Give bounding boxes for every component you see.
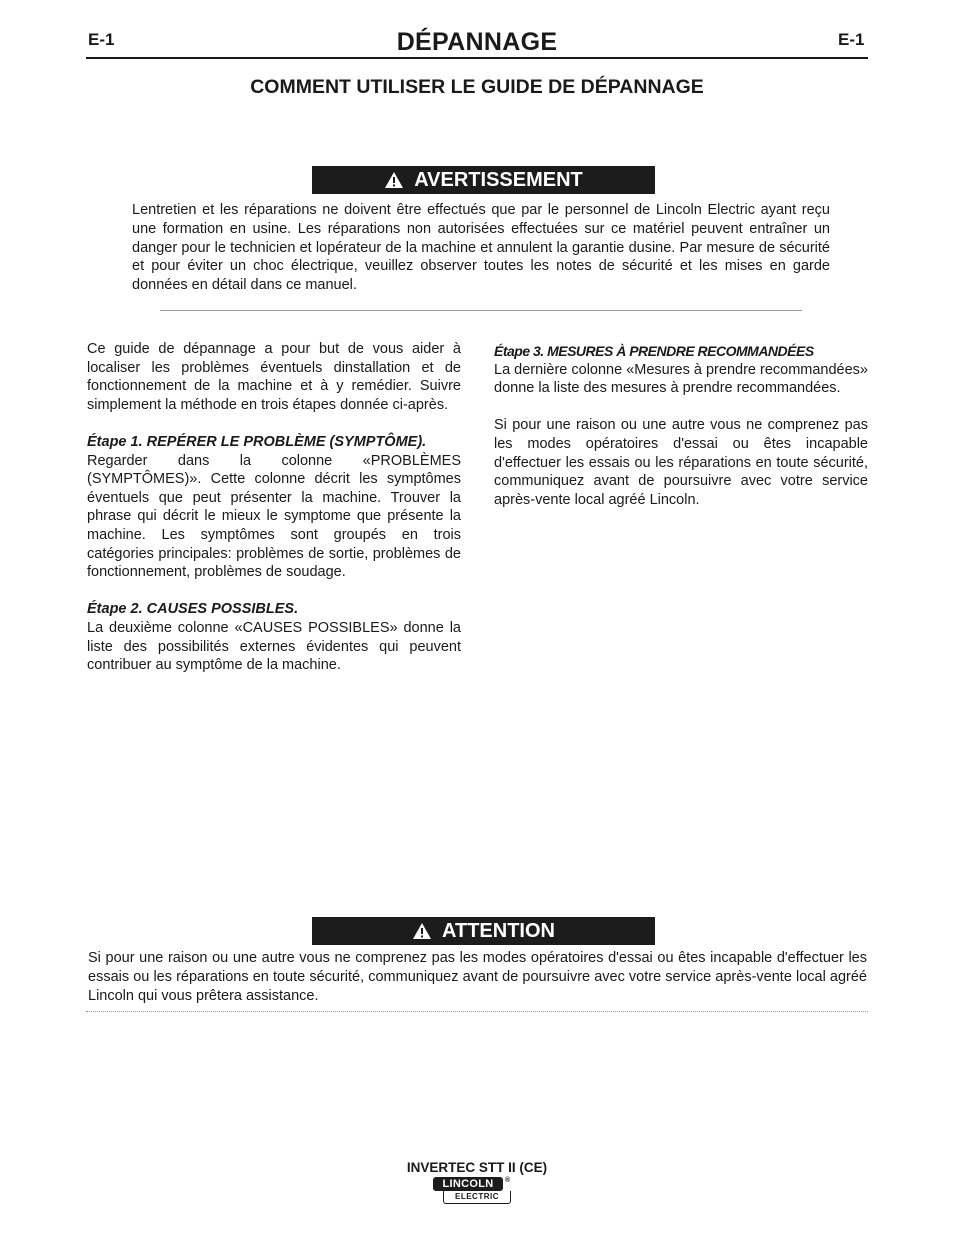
step2-heading: Étape 2. CAUSES POSSIBLES. xyxy=(87,601,299,618)
attention-label: ATTENTION xyxy=(442,919,555,942)
page-title: DÉPANNAGE xyxy=(396,28,558,56)
warning-label: AVERTISSEMENT xyxy=(414,168,583,191)
logo-top-text: LINCOLN xyxy=(433,1177,503,1191)
warning-text: Lentretien et les réparations ne doivent être effectués que par le personnel de Lincoln Electric ayant reçu une formation en usine. Les réparations non autorisées effectuées sur ce matériel peuvent entraîner un danger pour le technicien et lopérateur de la machine et annulent la garantie dusine. Par mesure de sécurité et pour éviter un choc électrique, veuillez observer toutes les notes de sécurité et les mises en garde données en détail dans ce manuel. xyxy=(132,202,830,294)
intro-paragraph: Ce guide de dépannage a pour but de vous aider à localiser les problèmes éventuels dinstallation et de fonctionnement de la machine et à y remédier. Suivre simplement la méthode en trois étapes donnée ci-après. xyxy=(87,341,461,413)
warning-triangle-icon xyxy=(412,922,432,940)
warning-triangle-icon xyxy=(384,171,404,189)
header-rule xyxy=(86,57,868,59)
step3-body: La dernière colonne «Mesures à prendre recommandées» donne la liste des mesures à prendre recommandées. xyxy=(494,361,868,397)
step2-block xyxy=(87,600,461,674)
left-column xyxy=(87,340,461,693)
attention-divider xyxy=(86,1011,868,1012)
service-note: Si pour une raison ou une autre vous ne comprenez pas les modes opératoires d'essai ou êtes incapable d'effectuer les essais ou les réparations en toute sécurité, communiquez avant de poursuivre avec votre service après-vente local agréé Lincoln. xyxy=(494,417,868,508)
right-column xyxy=(494,342,868,528)
attention-banner xyxy=(312,917,655,945)
footer-model-name: INVERTEC STT II (CE) xyxy=(406,1160,548,1175)
step3-block xyxy=(494,342,868,398)
step1-body: Regarder dans la colonne «PROBLÈMES (SYMPTÔMES)». Cette colonne décrit les symptômes éventuels que peut présenter la machine. Trouver la phrase qui décrit le mieux le symptome que présente la machine. Les symptômes sont groupés en trois catégories principales: problèmes de sortie, problèmes de fonctionnement, problèmes de soudage. xyxy=(87,452,461,581)
warning-banner xyxy=(312,166,655,194)
logo-registered-mark: ® xyxy=(505,1177,511,1184)
lincoln-electric-logo xyxy=(433,1177,511,1204)
warning-divider xyxy=(160,310,802,311)
step1-heading: Étape 1. REPÉRER LE PROBLÈME (SYMPTÔME). xyxy=(87,433,427,450)
section-subtitle: COMMENT UTILISER LE GUIDE DE DÉPANNAGE xyxy=(250,76,704,98)
step1-block xyxy=(87,433,461,582)
step3-heading: Étape 3. MESURES À PRENDRE RECOMMANDÉES xyxy=(494,343,814,359)
step2-body: La deuxième colonne «CAUSES POSSIBLES» donne la liste des possibilités externes évidentes qui peuvent contribuer au symptôme de la machine. xyxy=(87,619,461,674)
page-number-right: E-1 xyxy=(838,30,865,49)
logo-bottom-text: ELECTRIC xyxy=(443,1191,511,1204)
page-number-left: E-1 xyxy=(88,30,115,49)
attention-text: Si pour une raison ou une autre vous ne comprenez pas les modes opératoires d'essai ou êtes incapable d'effectuer les essais ou les réparations en toute sécurité, communiquez avant de poursuivre avec votre service après-vente local agréé Lincoln qui vous prêtera assistance. xyxy=(88,950,867,1004)
